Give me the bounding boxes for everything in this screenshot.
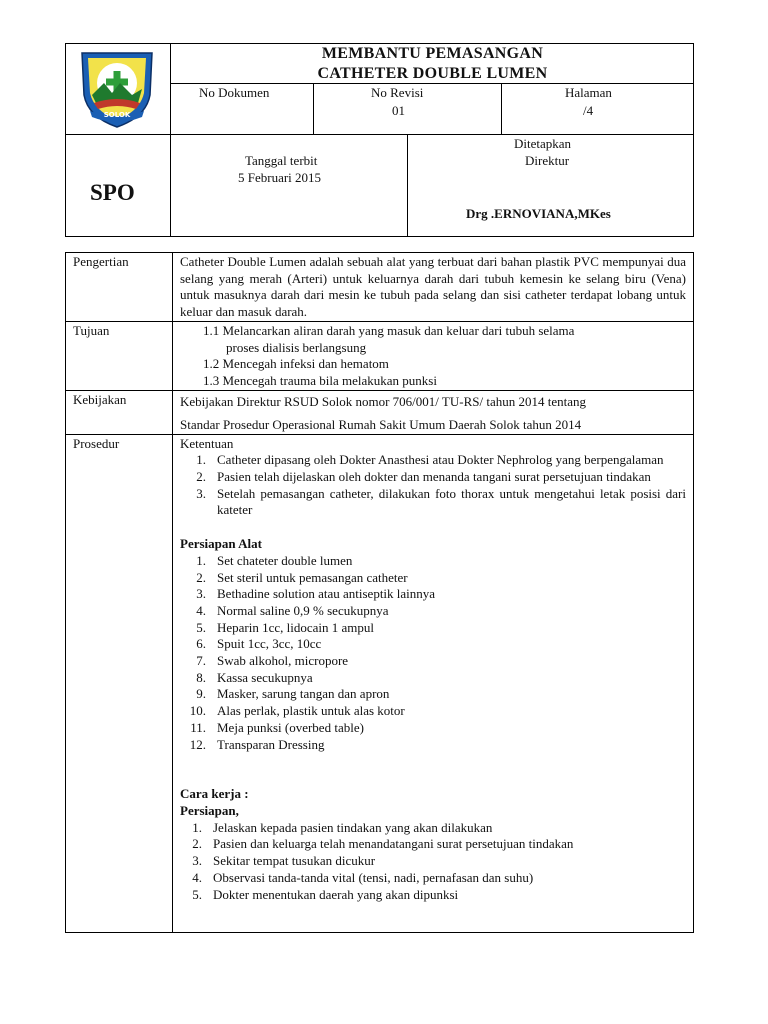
list-item-number: 8. [196,669,206,685]
list-item-text: Set chateter double lumen [217,552,353,568]
prosedur-label: Prosedur [66,434,173,932]
list-item [180,620,686,637]
list-item [180,820,686,837]
document-title-line2: CATHETER DOUBLE LUMEN [317,65,548,82]
kebijakan-line: Standar Prosedur Operasional Rumah Sakit Umum Daerah Solok tahun 2014 [180,416,582,432]
doc-number-label: No Dokumen [199,85,270,100]
list-item-text: Pasien dan keluarga telah menandatangani surat persetujuan tindakan [213,836,574,852]
list-item [180,853,686,870]
list-item-number: 12. [189,736,206,752]
established-label: Ditetapkan [514,136,572,151]
tujuan-label: Tujuan [66,321,173,390]
ketentuan-title: Ketentuan [180,435,234,451]
list-item [180,603,686,620]
pengertian-text: Catheter Double Lumen adalah sebuah alat yang terbuat dari bahan plastik PVC mempunyai dua selang yang merah (Arteri) untuk keluarnya darah dari tubuh kemesin ke selang biru (Vena) untuk masuknya darah dari mesin ke tubuh pada selang dan sisi catheter terdapat lobang untuk keluar dan masuk darah. [173,253,694,322]
persiapan-alat-title: Persiapan Alat [180,536,262,552]
list-item [180,636,686,653]
table-row [66,321,694,390]
kebijakan-content [173,390,694,434]
divider [501,83,502,135]
list-item [180,586,686,603]
list-item-number: 5. [196,619,206,635]
prosedur-content [173,434,694,932]
tujuan-item-continued: proses dialisis berlangsung [226,339,367,355]
list-item-number: 3. [196,586,206,602]
list-item-text: Catheter dipasang oleh Dokter Anasthesi atau Dokter Nephrolog yang berpengalaman [217,452,664,468]
list-item [180,469,686,486]
issue-date: 5 Februari 2015 [238,170,322,185]
list-item-number: 7. [196,653,206,669]
kebijakan-label: Kebijakan [66,390,173,434]
list-item [180,553,686,570]
list-item-number: 3. [192,853,202,869]
list-item-number: 4. [196,602,206,618]
list-item [180,670,686,687]
list-item-text: Bethadine solution atau antiseptik lainnya [217,586,436,602]
issue-date-label: Tanggal terbit [245,153,318,168]
page-value: /4 [583,103,594,118]
table-row [66,253,694,322]
tujuan-item: 1.3 Mencegah trauma bila melakukan punksi [203,372,437,388]
list-item-number: 11. [190,719,206,735]
revision-label: No Revisi [371,85,424,100]
tujuan-content [173,321,694,390]
list-item-text: Normal saline 0,9 % secukupnya [217,602,389,618]
list-item-text: Alas perlak, plastik untuk alas kotor [217,703,405,719]
spo-label: SPO [90,180,135,205]
list-item-text: Sekitar tempat tusukan dicukur [213,853,376,869]
list-item-text: Jelaskan kepada pasien tindakan yang akan dilakukan [213,819,493,835]
list-item-text: Kassa secukupnya [217,669,313,685]
list-item-text: Observasi tanda-tanda vital (tensi, nadi, pernafasan dan suhu) [213,869,534,885]
list-item [180,686,686,703]
list-item-number: 2. [196,469,206,485]
list-item-number: 4. [192,869,202,885]
list-item-number: 2. [196,569,206,585]
list-item-text: Meja punksi (overbed table) [217,719,364,735]
procedure-table [65,252,694,933]
list-item [180,703,686,720]
table-row [66,434,694,932]
pengertian-label: Pengertian [66,253,173,322]
revision-value: 01 [392,103,405,118]
divider [65,134,694,135]
kebijakan-line: Kebijakan Direktur RSUD Solok nomor 706/001/ TU-RS/ tahun 2014 tentang [180,393,586,409]
list-item-text: Setelah pemasangan catheter, dilakukan foto thorax untuk mengetahui letak posisi dari kateter [217,485,686,518]
list-item-number: 2. [192,836,202,852]
list-item-number: 1. [196,452,206,468]
list-item [180,836,686,853]
list-item-text: Swab alkohol, micropore [217,653,349,669]
list-item-text: Spuit 1cc, 3cc, 10cc [217,636,322,652]
ketentuan-list [180,452,686,519]
persiapan-list [180,820,686,904]
list-item [180,653,686,670]
list-item-number: 6. [196,636,206,652]
page-label: Halaman [565,85,612,100]
logo-text: SOLOK [103,111,131,119]
list-item [180,570,686,587]
divider [407,134,408,237]
list-item-text: Set steril untuk pemasangan catheter [217,569,408,585]
tujuan-item: 1.1 Melancarkan aliran darah yang masuk dan keluar dari tubuh selama [203,322,575,338]
list-item-number: 10. [189,703,206,719]
list-item-text: Dokter menentukan daerah yang akan dipunksi [213,886,459,902]
document-title-line1: MEMBANTU PEMASANGAN [321,45,544,62]
list-item [180,887,686,904]
list-item-number: 3. [196,485,206,501]
list-item [180,452,686,469]
list-item-text: Heparin 1cc, lidocain 1 ampul [217,619,375,635]
divider [170,83,694,84]
persiapan-alat-list [180,553,686,753]
hospital-logo [76,49,158,129]
list-item-text: Masker, sarung tangan dan apron [217,686,390,702]
divider [313,83,314,135]
persiapan-title: Persiapan, [180,802,239,818]
director-role: Direktur [525,153,570,168]
list-item-text: Transparan Dressing [217,736,325,752]
list-item [180,870,686,887]
list-item-number: 1. [192,819,202,835]
list-item-text: Pasien telah dijelaskan oleh dokter dan menanda tangani surat persetujuan tindakan [217,469,651,485]
director-name: Drg .ERNOVIANA,MKes [466,206,611,221]
table-row [66,390,694,434]
list-item [180,720,686,737]
tujuan-item: 1.2 Mencegah infeksi dan hematom [203,356,389,372]
cara-kerja-title: Cara kerja : [180,786,249,802]
list-item [180,486,686,519]
list-item-number: 5. [192,886,202,902]
list-item-number: 9. [196,686,206,702]
list-item [180,737,686,754]
list-item-number: 1. [196,552,206,568]
